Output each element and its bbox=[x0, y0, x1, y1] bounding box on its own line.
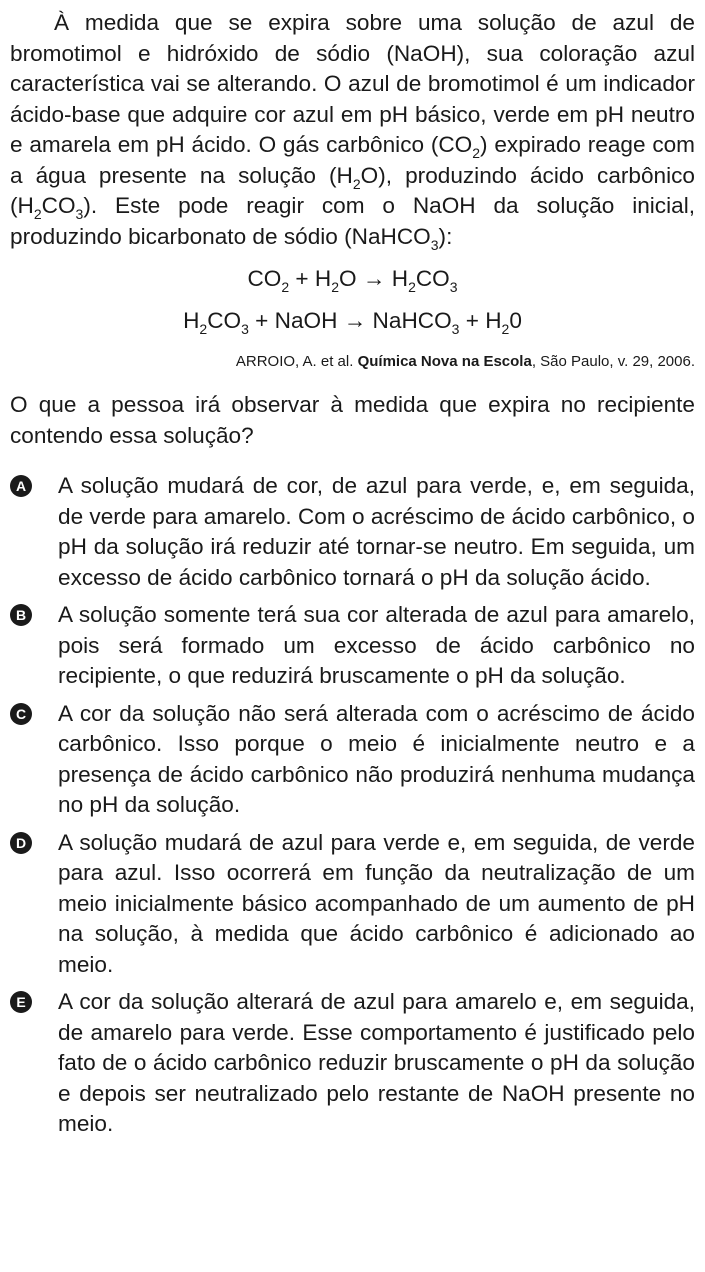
source-citation bbox=[10, 352, 695, 372]
source-journal: Química Nova na Escola bbox=[357, 353, 532, 370]
subscript: 2 bbox=[33, 206, 42, 222]
subscript: 2 bbox=[408, 279, 416, 295]
option-text: A cor da solução não será alterada com o acréscimo de ácido carbônico. Isso porque o meio é inicialmente neutro e a presença de ácido carbônico não produzirá nenhuma mudança no pH da solução. bbox=[58, 700, 695, 817]
eq-part: CO bbox=[415, 266, 450, 291]
eq-part: + H bbox=[459, 308, 502, 333]
option-d[interactable] bbox=[10, 828, 695, 981]
intro-text-3: O), produzindo ácido carbônico (H bbox=[10, 162, 695, 218]
subscript: 2 bbox=[199, 321, 208, 337]
intro-paragraph bbox=[10, 8, 695, 252]
option-e[interactable] bbox=[10, 987, 695, 1140]
option-letter-e-icon: E bbox=[10, 991, 32, 1013]
intro-text-6: ): bbox=[438, 223, 453, 249]
intro-text-2: ) expirado reage com a água presente na solução (H bbox=[10, 132, 695, 188]
option-text: A cor da solução alterará de azul para amarelo e, em seguida, de amarelo para verde. Esse comportamento é justificado pelo fato de o ácido carbônico reduzir bruscamente o pH da solução e depois ser neutralizado pelo restante de NaOH presente no meio. bbox=[58, 989, 695, 1136]
eq-part: 0 bbox=[509, 308, 522, 333]
option-text: A solução mudará de cor, de azul para verde, e, em seguida, de verde para amarelo. Com o acréscimo de ácido carbônico, o pH da solução irá reduzir até tornar-se neutro. Em seguida, um excesso de ácido carbônico tornará o pH da solução ácido. bbox=[58, 473, 695, 590]
equation-2 bbox=[10, 306, 695, 336]
subscript: 2 bbox=[281, 279, 290, 295]
source-details: , São Paulo, v. 29, 2006. bbox=[531, 353, 695, 370]
intro-text-4: CO bbox=[41, 193, 76, 218]
option-letter-c-icon: C bbox=[10, 703, 32, 725]
eq-part: CO bbox=[247, 266, 282, 291]
subscript: 3 bbox=[75, 206, 84, 222]
subscript: 3 bbox=[449, 279, 458, 295]
eq-part: H bbox=[183, 308, 200, 333]
option-b[interactable] bbox=[10, 600, 695, 692]
intro-text-1: À medida que se expira sobre uma solução de azul de bromotimol e hidróxido de sódio (NaOH), sua coloração azul característica vai se alterando. O azul de bromotimol é um indicador ácido-base que adquire cor azul em pH básico, verde em pH neutro e amarela em pH ácido. O gás carbônico (CO bbox=[10, 10, 695, 157]
eq-part: O → H bbox=[339, 266, 409, 291]
subscript: 3 bbox=[241, 321, 249, 337]
option-text: A solução mudará de azul para verde e, em seguida, de verde para azul. Isso ocorrerá em função da neutralização de um meio inicialmente básico acompanhado de um aumento de pH na solução, à medida que ácido carbônico é adicionado ao meio. bbox=[58, 829, 695, 977]
question-text: O que a pessoa irá observar à medida que expira no recipiente contendo essa solução? bbox=[10, 392, 695, 448]
eq-part: + NaOH → NaHCO bbox=[248, 308, 452, 333]
subscript: 3 bbox=[451, 321, 460, 337]
option-letter-d-icon: D bbox=[10, 832, 32, 854]
subscript: 2 bbox=[472, 145, 481, 161]
eq-part: + H bbox=[289, 266, 332, 291]
option-a[interactable] bbox=[10, 471, 695, 593]
subscript: 2 bbox=[331, 279, 340, 295]
subscript: 2 bbox=[501, 321, 510, 337]
source-authors: ARROIO, A. et al. bbox=[235, 353, 358, 370]
subscript: 3 bbox=[430, 236, 439, 253]
equation-1 bbox=[10, 264, 695, 294]
option-letter-a-icon: A bbox=[10, 475, 32, 497]
option-text: A solução somente terá sua cor alterada de azul para amarelo, pois será formado um excesso de ácido carbônico no recipiente, o que reduzirá bruscamente o pH da solução. bbox=[58, 602, 695, 688]
subscript: 2 bbox=[352, 175, 361, 192]
eq-part: CO bbox=[207, 308, 242, 333]
option-letter-b-icon: B bbox=[10, 604, 32, 626]
intro-text-5: ). Este pode reagir com o NaOH da solução inicial, produzindo bicarbonato de sódio (NaHCO bbox=[10, 193, 695, 249]
option-c[interactable] bbox=[10, 699, 695, 821]
options-list bbox=[10, 471, 695, 1140]
